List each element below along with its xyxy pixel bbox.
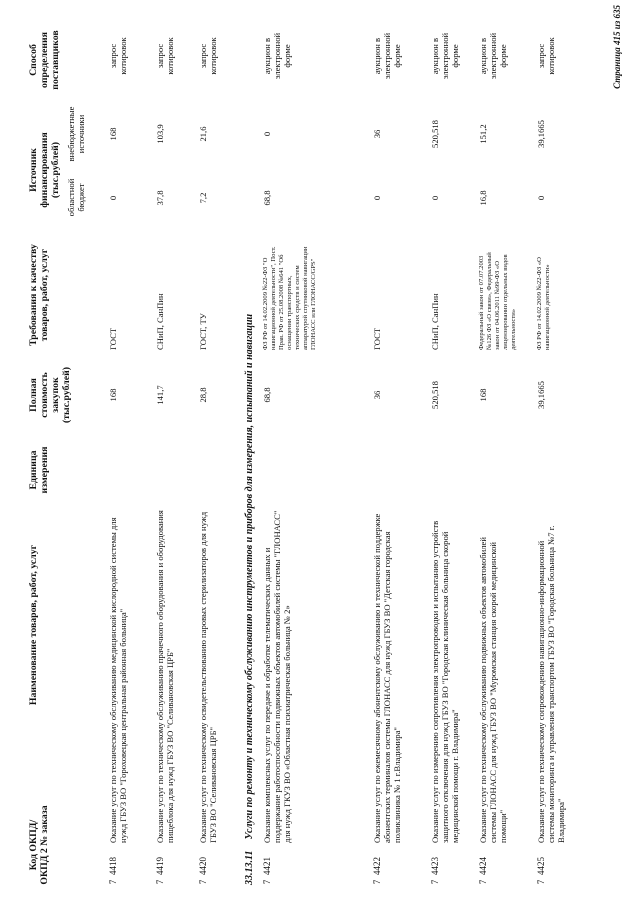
row-number: 4419 — [155, 857, 165, 875]
row-funding-extra: 103,9 — [155, 124, 165, 144]
row-name: Оказание услуг по измерению сопротивления электропроводки и испытанию устройств защитного отключения для нужд ГБУЗ ВО "Городская клиническая больница скорой медицинской помощи г. Владимира" — [430, 520, 461, 843]
row-method: запрос котировок — [198, 37, 219, 75]
row-funding-regional: 16,8 — [478, 190, 488, 206]
row-cost: 28,8 — [198, 387, 208, 403]
row-method: аукцион в электронной форме — [478, 32, 509, 80]
row-funding-extra: 0 — [262, 131, 272, 137]
row-method: аукцион в электронной форме — [430, 32, 461, 80]
row-cost: 168 — [108, 388, 118, 402]
row-seq: 7 — [430, 879, 440, 885]
row-funding-regional: 0 — [430, 195, 440, 201]
header-requirements: Требования к качеству товаров, работ, услуг — [28, 244, 50, 346]
row-requirements: ГОСТ — [108, 327, 118, 350]
row-number: 4423 — [430, 857, 440, 875]
page-number: Страница 415 из 635 — [612, 5, 622, 89]
header-cost: Полная стоимость закупок (тыс.рублей) — [28, 366, 72, 424]
row-requirements: Федеральный закон от 07.07.2003 №126 ФЗ «О связи», Федеральный закон от 04.06.2011 №99-ФЗ «О лицензировании отдельных видов деятельности» — [478, 252, 517, 350]
row-number: 4418 — [108, 857, 118, 875]
row-name: Оказание услуг по техническому сопровождению навигационно-информационной системы мониторинга и управления транспортом ГБУЗ ВО "Городская больница №7 г. Владимира" — [536, 525, 567, 843]
section-heading — [245, 25, 255, 885]
row-requirements: ГОСТ — [372, 327, 382, 350]
row-requirements: СНиП, СанПин — [155, 293, 165, 350]
header-name: Наименование товаров, работ, услуг — [28, 544, 39, 706]
row-name: Оказание услуг по техническому освидетельствованию паровых стерилизаторов для нужд ГБУЗ ВО "Селивановская ЦРБ" — [198, 511, 219, 843]
row-requirements: ФЗ РФ от 14.02.2009 №22-ФЗ «О навигационной деятельности» — [536, 257, 551, 350]
row-funding-regional: 0 — [536, 195, 546, 201]
row-name: Оказание услуг по техническому обслуживанию подвижных объектов автомобилей системы ГЛОНАСС для нужд ГБУЗ ВО "Муромская станция скорой медицинской помощи" — [478, 537, 509, 843]
row-method: аукцион в электронной форме — [262, 32, 293, 80]
row-name: Оказание услуг по техническому обслуживанию медицинской кислородной системы для нужд ГБУЗ ВО "Гороховецкая центральная районная больница" — [108, 517, 129, 843]
row-name: Оказание услуг по ежемесячному абонентскому обслуживанию и технической поддержке абонентских терминалов системы ГЛОНАСС для нужд ГБУЗ ВО "Детская городская поликлиника № 1 г.Владимира" — [372, 513, 403, 843]
row-requirements: ГОСТ, ТУ — [198, 313, 208, 350]
row-seq: 7 — [478, 879, 488, 885]
row-funding-extra: 168 — [108, 127, 118, 141]
header-code: Код ОКПД/ ОКПД 2 № заказа — [28, 805, 50, 885]
row-name: Оказание услуг по техническому обслуживанию прачечного оборудования и оборудования пищеблока для нужд ГБУЗ ВО "Селивановская ЦРБ" — [155, 510, 176, 843]
section-title: Услуги по ремонту и техническому обслуживанию инструментов и приборов для измерения, испытаний и навигации — [244, 313, 255, 840]
row-funding-extra: 21,6 — [198, 126, 208, 142]
row-seq: 7 — [198, 879, 208, 885]
row-number: 4420 — [198, 857, 208, 875]
header-method: Способ определения поставщиков — [28, 30, 61, 90]
row-funding-regional: 0 — [108, 195, 118, 201]
header-unit: Единица измерения — [28, 446, 50, 494]
section-code: 33.13.11 — [244, 850, 255, 885]
header-funding-extra: внебюджетные источники — [66, 106, 86, 162]
row-funding-extra: 151,2 — [478, 124, 488, 144]
row-method: аукцион в электронной форме — [372, 32, 403, 80]
header-funding-regional: областной бюджет — [66, 178, 86, 217]
row-funding-regional: 7,2 — [198, 192, 208, 204]
row-number: 4422 — [372, 857, 382, 875]
row-cost: 36 — [372, 390, 382, 400]
row-seq: 7 — [262, 879, 272, 885]
row-method: запрос котировок — [536, 37, 557, 75]
row-seq: 7 — [108, 879, 118, 885]
row-cost: 39,1665 — [536, 381, 546, 409]
row-cost: 520,518 — [430, 381, 440, 409]
row-cost: 68,8 — [262, 387, 272, 403]
row-seq: 7 — [155, 879, 165, 885]
row-number: 4424 — [478, 857, 488, 875]
row-requirements: СНиП, СанПин — [430, 293, 440, 350]
row-number: 4421 — [262, 857, 272, 875]
row-cost: 141,7 — [155, 385, 165, 405]
row-requirements: ФЗ РФ от 14.02.2009 №22-ФЗ "О навигационной деятельности", Пост. Прав. РФ от 25.08.2008 №641 "Об оснащении транспортных, технических средств и систем аппаратурой спутниковой навигации ГЛОНАСС или ГЛОНАСС/GPS" — [262, 246, 317, 350]
row-funding-regional: 37,8 — [155, 190, 165, 206]
row-funding-regional: 68,8 — [262, 190, 272, 206]
row-funding-extra: 36 — [372, 129, 382, 139]
row-method: запрос котировок — [108, 37, 129, 75]
header-funding: Источник финансирования (тыс.рублей) — [28, 132, 61, 208]
row-funding-regional: 0 — [372, 195, 382, 201]
row-number: 4425 — [536, 857, 546, 875]
row-funding-extra: 520,518 — [430, 120, 440, 148]
row-cost: 168 — [478, 388, 488, 402]
row-funding-extra: 39,1665 — [536, 120, 546, 148]
row-method: запрос котировок — [155, 37, 176, 75]
row-name: Оказание комплексных услуг по передаче и обработке телематических данных и поддержание работоспособности подвижных объектов автомобилей системы "ГЛОНАСС" для нужд ГКУЗ ВО «Областная психиатрическая больница № 2» — [262, 510, 293, 843]
row-seq: 7 — [536, 879, 546, 885]
row-seq: 7 — [372, 879, 382, 885]
